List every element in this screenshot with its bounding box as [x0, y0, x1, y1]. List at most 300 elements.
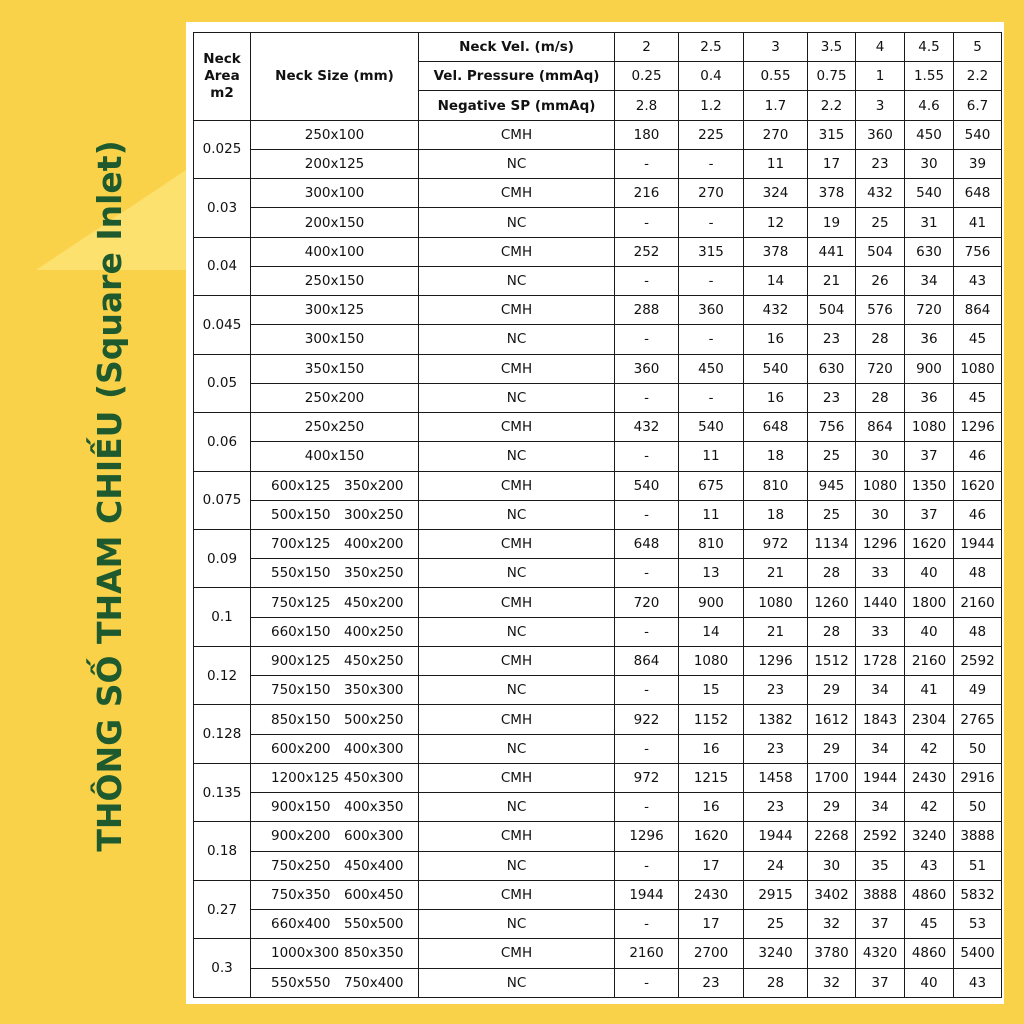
value-cell: 756 — [808, 413, 856, 442]
value-cell: 864 — [856, 413, 905, 442]
value-cell: 26 — [856, 266, 905, 295]
row-type-cell: CMH — [419, 120, 615, 149]
table-row — [194, 851, 1002, 880]
table-row — [194, 266, 1002, 295]
neck-size-cell — [251, 939, 419, 968]
value-cell: 1843 — [856, 705, 905, 734]
value-cell: 30 — [856, 500, 905, 529]
value-cell: 2765 — [954, 705, 1002, 734]
value-cell: 1944 — [744, 822, 808, 851]
row-type-cell: CMH — [419, 179, 615, 208]
value-cell: - — [615, 500, 679, 529]
value-cell: 1080 — [856, 471, 905, 500]
value-cell: - — [615, 208, 679, 237]
param-value: 1.2 — [679, 91, 744, 120]
value-cell: 17 — [679, 851, 744, 880]
value-cell: 1080 — [679, 646, 744, 675]
value-cell: 40 — [905, 617, 954, 646]
neck-area-cell: 0.025 — [194, 120, 251, 178]
value-cell: 945 — [808, 471, 856, 500]
value-cell: 540 — [744, 354, 808, 383]
value-cell: 360 — [615, 354, 679, 383]
row-type-cell: NC — [419, 266, 615, 295]
value-cell: - — [679, 149, 744, 178]
value-cell: 14 — [679, 617, 744, 646]
value-cell: - — [679, 383, 744, 412]
value-cell: 49 — [954, 676, 1002, 705]
value-cell: 11 — [744, 149, 808, 178]
neck-size-option: 600x450 — [344, 886, 404, 903]
value-cell: 1134 — [808, 529, 856, 558]
param-label: Neck Vel. (m/s) — [419, 33, 615, 62]
value-cell: 432 — [615, 413, 679, 442]
value-cell: 1944 — [615, 880, 679, 909]
neck-size-cell — [251, 500, 419, 529]
value-cell: 2592 — [954, 646, 1002, 675]
value-cell: 40 — [905, 559, 954, 588]
value-cell: 4860 — [905, 939, 954, 968]
value-cell: - — [615, 910, 679, 939]
row-type-cell: NC — [419, 734, 615, 763]
value-cell: 378 — [744, 237, 808, 266]
value-cell: 378 — [808, 179, 856, 208]
table-row — [194, 120, 1002, 149]
value-cell: 40 — [905, 968, 954, 998]
neck-size-cell: 350x150 — [251, 354, 419, 383]
param-value: 3 — [856, 91, 905, 120]
value-cell: 12 — [744, 208, 808, 237]
neck-size-cell — [251, 851, 419, 880]
value-cell: 23 — [679, 968, 744, 998]
value-cell: 864 — [615, 646, 679, 675]
value-cell: 675 — [679, 471, 744, 500]
value-cell: 648 — [954, 179, 1002, 208]
neck-size-cell — [251, 676, 419, 705]
value-cell: 630 — [808, 354, 856, 383]
value-cell: 972 — [615, 763, 679, 792]
table-row — [194, 705, 1002, 734]
table-row — [194, 500, 1002, 529]
value-cell: 3240 — [744, 939, 808, 968]
neck-size-cell — [251, 529, 419, 558]
row-type-cell: CMH — [419, 646, 615, 675]
value-cell: - — [615, 793, 679, 822]
neck-area-cell: 0.135 — [194, 763, 251, 821]
value-cell: 1440 — [856, 588, 905, 617]
value-cell: 11 — [679, 500, 744, 529]
value-cell: 23 — [744, 734, 808, 763]
row-type-cell: NC — [419, 442, 615, 471]
value-cell: 504 — [856, 237, 905, 266]
neck-area-header-word: m2 — [210, 84, 234, 101]
value-cell: 14 — [744, 266, 808, 295]
table-row — [194, 529, 1002, 558]
table-row — [194, 296, 1002, 325]
neck-size-cell — [251, 471, 419, 500]
value-cell: 34 — [905, 266, 954, 295]
value-cell: 50 — [954, 734, 1002, 763]
value-cell: 39 — [954, 149, 1002, 178]
value-cell: 21 — [808, 266, 856, 295]
row-type-cell: NC — [419, 676, 615, 705]
value-cell: - — [615, 442, 679, 471]
value-cell: - — [615, 559, 679, 588]
value-cell: - — [615, 266, 679, 295]
value-cell: 1080 — [744, 588, 808, 617]
value-cell: - — [679, 266, 744, 295]
value-cell: 1382 — [744, 705, 808, 734]
value-cell: 252 — [615, 237, 679, 266]
table-row — [194, 588, 1002, 617]
value-cell: 29 — [808, 676, 856, 705]
value-cell: 1512 — [808, 646, 856, 675]
value-cell: 450 — [905, 120, 954, 149]
value-cell: 1152 — [679, 705, 744, 734]
neck-size-option: 550x550 — [271, 974, 331, 991]
value-cell: 1700 — [808, 763, 856, 792]
value-cell: 23 — [808, 325, 856, 354]
row-type-cell: CMH — [419, 471, 615, 500]
table-row — [194, 208, 1002, 237]
row-type-cell: NC — [419, 325, 615, 354]
neck-area-cell: 0.06 — [194, 413, 251, 471]
value-cell: 29 — [808, 734, 856, 763]
neck-size-option: 900x125 — [271, 653, 331, 670]
value-cell: 25 — [808, 442, 856, 471]
spec-table — [193, 32, 1002, 998]
param-value: 2.8 — [615, 91, 679, 120]
param-label: Negative SP (mmAq) — [419, 91, 615, 120]
value-cell: 19 — [808, 208, 856, 237]
row-type-cell: NC — [419, 851, 615, 880]
table-row — [194, 910, 1002, 939]
neck-size-option: 600x300 — [344, 828, 404, 845]
param-value: 5 — [954, 33, 1002, 62]
value-cell: 270 — [744, 120, 808, 149]
value-cell: 504 — [808, 296, 856, 325]
value-cell: 2700 — [679, 939, 744, 968]
value-cell: 432 — [744, 296, 808, 325]
value-cell: 51 — [954, 851, 1002, 880]
row-type-cell: NC — [419, 500, 615, 529]
header-row — [194, 33, 1002, 62]
neck-size-option: 300x250 — [344, 506, 404, 523]
neck-size-cell — [251, 646, 419, 675]
neck-size-option: 350x200 — [344, 477, 404, 494]
value-cell: 1296 — [744, 646, 808, 675]
table-row — [194, 383, 1002, 412]
neck-size-option: 500x150 — [271, 506, 331, 523]
value-cell: 360 — [856, 120, 905, 149]
table-row — [194, 763, 1002, 792]
neck-size-option: 500x250 — [344, 711, 404, 728]
value-cell: 46 — [954, 442, 1002, 471]
neck-area-cell: 0.27 — [194, 880, 251, 938]
value-cell: 2160 — [954, 588, 1002, 617]
neck-size-cell — [251, 705, 419, 734]
value-cell: 43 — [954, 968, 1002, 998]
neck-size-cell — [251, 822, 419, 851]
neck-area-cell: 0.03 — [194, 179, 251, 237]
value-cell: 1800 — [905, 588, 954, 617]
value-cell: 13 — [679, 559, 744, 588]
neck-size-cell: 400x150 — [251, 442, 419, 471]
value-cell: 23 — [808, 383, 856, 412]
value-cell: 2160 — [905, 646, 954, 675]
value-cell: 1944 — [856, 763, 905, 792]
value-cell: 41 — [905, 676, 954, 705]
value-cell: 630 — [905, 237, 954, 266]
value-cell: 18 — [744, 442, 808, 471]
neck-area-header-word: Neck — [203, 50, 241, 67]
value-cell: 441 — [808, 237, 856, 266]
row-type-cell: NC — [419, 968, 615, 998]
value-cell: 1080 — [905, 413, 954, 442]
value-cell: 900 — [679, 588, 744, 617]
neck-size-option: 750x350 — [271, 886, 331, 903]
value-cell: 42 — [905, 734, 954, 763]
value-cell: 270 — [679, 179, 744, 208]
value-cell: 37 — [905, 500, 954, 529]
param-value: 6.7 — [954, 91, 1002, 120]
value-cell: 24 — [744, 851, 808, 880]
value-cell: 2430 — [905, 763, 954, 792]
value-cell: 17 — [808, 149, 856, 178]
neck-size-option: 350x300 — [344, 682, 404, 699]
neck-size-option: 400x200 — [344, 536, 404, 553]
value-cell: - — [615, 734, 679, 763]
value-cell: 16 — [679, 793, 744, 822]
side-title: THÔNG SỐ THAM CHIẾU (Square Inlet) — [90, 140, 129, 852]
value-cell: 3888 — [856, 880, 905, 909]
value-cell: 1620 — [905, 529, 954, 558]
value-cell: 2916 — [954, 763, 1002, 792]
value-cell: 23 — [744, 793, 808, 822]
neck-size-option: 600x200 — [271, 740, 331, 757]
row-type-cell: NC — [419, 149, 615, 178]
neck-size-option: 450x400 — [344, 857, 404, 874]
param-value: 4.6 — [905, 91, 954, 120]
table-row — [194, 442, 1002, 471]
neck-area-header — [194, 33, 251, 121]
value-cell: 37 — [856, 968, 905, 998]
value-cell: 23 — [856, 149, 905, 178]
table-row — [194, 880, 1002, 909]
value-cell: - — [615, 383, 679, 412]
row-type-cell: CMH — [419, 529, 615, 558]
value-cell: 5832 — [954, 880, 1002, 909]
row-type-cell: CMH — [419, 880, 615, 909]
table-row — [194, 149, 1002, 178]
table-row — [194, 559, 1002, 588]
value-cell: 216 — [615, 179, 679, 208]
value-cell: 540 — [679, 413, 744, 442]
value-cell: 17 — [679, 910, 744, 939]
neck-area-cell: 0.3 — [194, 939, 251, 998]
neck-size-cell: 400x100 — [251, 237, 419, 266]
value-cell: 1944 — [954, 529, 1002, 558]
neck-size-cell — [251, 910, 419, 939]
row-type-cell: CMH — [419, 822, 615, 851]
value-cell: 3888 — [954, 822, 1002, 851]
row-type-cell: NC — [419, 383, 615, 412]
value-cell: 41 — [954, 208, 1002, 237]
neck-size-option: 750x150 — [271, 682, 331, 699]
value-cell: 324 — [744, 179, 808, 208]
value-cell: - — [615, 149, 679, 178]
value-cell: - — [615, 325, 679, 354]
table-row — [194, 734, 1002, 763]
value-cell: 2430 — [679, 880, 744, 909]
value-cell: 2268 — [808, 822, 856, 851]
row-type-cell: CMH — [419, 296, 615, 325]
value-cell: 3780 — [808, 939, 856, 968]
neck-size-cell: 300x150 — [251, 325, 419, 354]
value-cell: 1296 — [856, 529, 905, 558]
neck-size-option: 450x200 — [344, 594, 404, 611]
neck-size-option: 750x400 — [344, 974, 404, 991]
value-cell: 648 — [744, 413, 808, 442]
value-cell: 3240 — [905, 822, 954, 851]
value-cell: 29 — [808, 793, 856, 822]
value-cell: 45 — [905, 910, 954, 939]
param-value: 0.75 — [808, 62, 856, 91]
value-cell: 28 — [808, 617, 856, 646]
value-cell: 36 — [905, 325, 954, 354]
neck-area-cell: 0.075 — [194, 471, 251, 529]
param-value: 2.5 — [679, 33, 744, 62]
neck-size-option: 850x350 — [344, 945, 404, 962]
value-cell: 2592 — [856, 822, 905, 851]
neck-area-cell: 0.128 — [194, 705, 251, 763]
table-row — [194, 793, 1002, 822]
param-value: 3 — [744, 33, 808, 62]
value-cell: 1458 — [744, 763, 808, 792]
neck-size-cell: 250x250 — [251, 413, 419, 442]
value-cell: 36 — [905, 383, 954, 412]
value-cell: 43 — [905, 851, 954, 880]
neck-area-cell: 0.12 — [194, 646, 251, 704]
value-cell: 1296 — [615, 822, 679, 851]
neck-size-option: 400x350 — [344, 799, 404, 816]
value-cell: 25 — [744, 910, 808, 939]
value-cell: 3402 — [808, 880, 856, 909]
value-cell: 25 — [808, 500, 856, 529]
value-cell: 28 — [744, 968, 808, 998]
value-cell: - — [679, 325, 744, 354]
neck-size-cell — [251, 734, 419, 763]
value-cell: 30 — [808, 851, 856, 880]
table-row — [194, 179, 1002, 208]
neck-size-option: 600x125 — [271, 477, 331, 494]
row-type-cell: NC — [419, 910, 615, 939]
neck-size-option: 850x150 — [271, 711, 331, 728]
neck-size-cell: 200x125 — [251, 149, 419, 178]
value-cell: 28 — [808, 559, 856, 588]
value-cell: 432 — [856, 179, 905, 208]
value-cell: 315 — [679, 237, 744, 266]
neck-area-cell: 0.18 — [194, 822, 251, 880]
value-cell: 45 — [954, 325, 1002, 354]
neck-size-cell: 250x150 — [251, 266, 419, 295]
neck-size-option: 450x250 — [344, 653, 404, 670]
value-cell: 37 — [905, 442, 954, 471]
row-type-cell: CMH — [419, 705, 615, 734]
value-cell: 45 — [954, 383, 1002, 412]
neck-area-header-word: Area — [204, 67, 240, 84]
neck-size-option: 660x400 — [271, 916, 331, 933]
row-type-cell: CMH — [419, 354, 615, 383]
row-type-cell: NC — [419, 559, 615, 588]
neck-size-option: 1200x125 — [271, 769, 340, 786]
neck-size-option: 900x150 — [271, 799, 331, 816]
value-cell: 42 — [905, 793, 954, 822]
param-value: 2 — [615, 33, 679, 62]
table-row — [194, 939, 1002, 968]
value-cell: 46 — [954, 500, 1002, 529]
value-cell: 25 — [856, 208, 905, 237]
param-value: 1.55 — [905, 62, 954, 91]
value-cell: 37 — [856, 910, 905, 939]
neck-size-option: 750x125 — [271, 594, 331, 611]
neck-area-cell: 0.05 — [194, 354, 251, 412]
value-cell: 28 — [856, 325, 905, 354]
table-row — [194, 676, 1002, 705]
value-cell: 28 — [856, 383, 905, 412]
table-row — [194, 413, 1002, 442]
value-cell: - — [679, 208, 744, 237]
neck-size-option: 1000x300 — [271, 945, 340, 962]
param-value: 0.4 — [679, 62, 744, 91]
value-cell: 450 — [679, 354, 744, 383]
value-cell: 21 — [744, 617, 808, 646]
neck-size-cell: 250x100 — [251, 120, 419, 149]
value-cell: - — [615, 617, 679, 646]
value-cell: 53 — [954, 910, 1002, 939]
value-cell: 48 — [954, 559, 1002, 588]
value-cell: 180 — [615, 120, 679, 149]
neck-size-option: 400x300 — [344, 740, 404, 757]
neck-size-cell: 250x200 — [251, 383, 419, 412]
param-value: 4.5 — [905, 33, 954, 62]
value-cell: 972 — [744, 529, 808, 558]
value-cell: 30 — [856, 442, 905, 471]
neck-size-cell — [251, 763, 419, 792]
param-value: 1.7 — [744, 91, 808, 120]
value-cell: 50 — [954, 793, 1002, 822]
table-row — [194, 968, 1002, 998]
param-value: 1 — [856, 62, 905, 91]
value-cell: 1620 — [954, 471, 1002, 500]
value-cell: 1612 — [808, 705, 856, 734]
param-value: 0.25 — [615, 62, 679, 91]
param-value: 2.2 — [954, 62, 1002, 91]
table-row — [194, 822, 1002, 851]
value-cell: 922 — [615, 705, 679, 734]
value-cell: 15 — [679, 676, 744, 705]
value-cell: 32 — [808, 910, 856, 939]
value-cell: 2160 — [615, 939, 679, 968]
value-cell: 34 — [856, 793, 905, 822]
row-type-cell: CMH — [419, 763, 615, 792]
value-cell: 720 — [905, 296, 954, 325]
neck-size-cell: 200x150 — [251, 208, 419, 237]
neck-size-option: 550x150 — [271, 565, 331, 582]
value-cell: 33 — [856, 617, 905, 646]
value-cell: 5400 — [954, 939, 1002, 968]
value-cell: 16 — [679, 734, 744, 763]
table-row — [194, 237, 1002, 266]
